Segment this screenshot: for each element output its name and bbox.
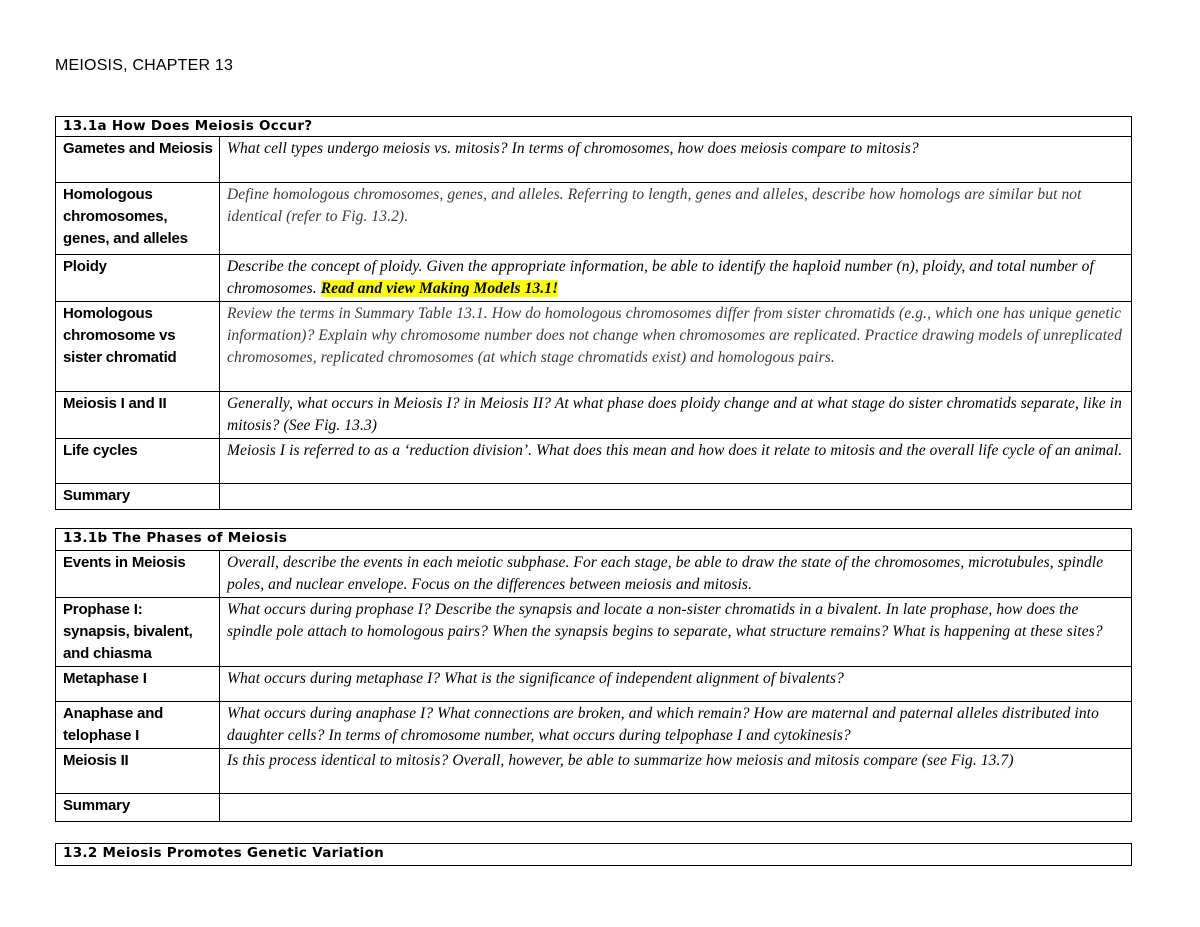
section-heading: 13.1b The Phases of Meiosis <box>56 529 1132 551</box>
row-description: Generally, what occurs in Meiosis I? in Meiosis II? At what phase does ploidy change and at what stage do sister chromatids separate, like in mitosis? (See Fig. 13.3) <box>220 392 1132 439</box>
row-description <box>220 794 1132 822</box>
row-description: Meiosis I is referred to as a ‘reduction division’. What does this mean and how does it relate to mitosis and the overall life cycle of an animal. <box>220 439 1132 484</box>
row-label: Gametes and Meiosis <box>56 137 220 183</box>
table-row <box>56 137 1132 183</box>
row-label: Meiosis II <box>56 749 220 794</box>
row-label: Meiosis I and II <box>56 392 220 439</box>
row-label: Summary <box>56 794 220 822</box>
highlighted-note: Read and view Making Models 13.1! <box>320 280 559 297</box>
row-description: Overall, describe the events in each meiotic subphase. For each stage, be able to draw the state of the chromosomes, microtubules, spindle poles, and nuclear envelope. Focus on the differences between meiosis and mitosis. <box>220 551 1132 598</box>
row-description-text: Describe the concept of ploidy. Given the appropriate information, be able to identify the haploid number (n), ploidy, and total number of chromosomes. <box>227 258 1094 297</box>
section-heading: 13.2 Meiosis Promotes Genetic Variation <box>56 844 1132 866</box>
row-description: Define homologous chromosomes, genes, and alleles. Referring to length, genes and alleles, describe how homologs are similar but not identical (refer to Fig. 13.2). <box>220 183 1132 255</box>
page-title: MEIOSIS, CHAPTER 13 <box>55 57 234 74</box>
row-description: Is this process identical to mitosis? Overall, however, be able to summarize how meiosis and mitosis compare (see Fig. 13.7) <box>220 749 1132 794</box>
row-label: Prophase I: synapsis, bivalent, and chiasma <box>56 598 220 667</box>
table-row <box>56 255 1132 302</box>
row-label: Homologous chromosome vs sister chromatid <box>56 302 220 392</box>
table-row <box>56 392 1132 439</box>
row-description: What cell types undergo meiosis vs. mitosis? In terms of chromosomes, how does meiosis compare to mitosis? <box>220 137 1132 183</box>
row-label: Ploidy <box>56 255 220 302</box>
table-row <box>56 551 1132 598</box>
row-description: What occurs during anaphase I? What connections are broken, and which remain? How are maternal and paternal alleles distributed into daughter cells? In terms of chromosome number, what occurs during telpophase I and cytokinesis? <box>220 702 1132 749</box>
row-label: Life cycles <box>56 439 220 484</box>
section-table-13-1a <box>55 116 1132 510</box>
table-row <box>56 749 1132 794</box>
row-description <box>220 484 1132 510</box>
table-row <box>56 667 1132 702</box>
table-row <box>56 484 1132 510</box>
row-description <box>220 255 1132 302</box>
row-description: What occurs during metaphase I? What is the significance of independent alignment of bivalents? <box>220 667 1132 702</box>
section-table-13-2 <box>55 843 1132 866</box>
table-row <box>56 302 1132 392</box>
row-label: Events in Meiosis <box>56 551 220 598</box>
row-label: Summary <box>56 484 220 510</box>
section-heading: 13.1a How Does Meiosis Occur? <box>56 117 1132 137</box>
row-label: Anaphase and telophase I <box>56 702 220 749</box>
table-row <box>56 702 1132 749</box>
table-row <box>56 183 1132 255</box>
table-row <box>56 794 1132 822</box>
table-row <box>56 439 1132 484</box>
row-label: Metaphase I <box>56 667 220 702</box>
table-row <box>56 598 1132 667</box>
section-table-13-1b <box>55 528 1132 822</box>
row-description: Review the terms in Summary Table 13.1. How do homologous chromosomes differ from sister chromatids (e.g., which one has unique genetic information)? Explain why chromosome number does not change when chromosomes are replicated. Practice drawing models of unreplicated chromosomes, replicated chromosomes (at which stage chromatids exist) and homologous pairs. <box>220 302 1132 392</box>
row-description: What occurs during prophase I? Describe the synapsis and locate a non-sister chromatids in a bivalent. In late prophase, how does the spindle pole attach to homologous pairs? When the synapsis begins to separate, what structure remains? What is happening at these sites? <box>220 598 1132 667</box>
row-label: Homologous chromosomes, genes, and alleles <box>56 183 220 255</box>
